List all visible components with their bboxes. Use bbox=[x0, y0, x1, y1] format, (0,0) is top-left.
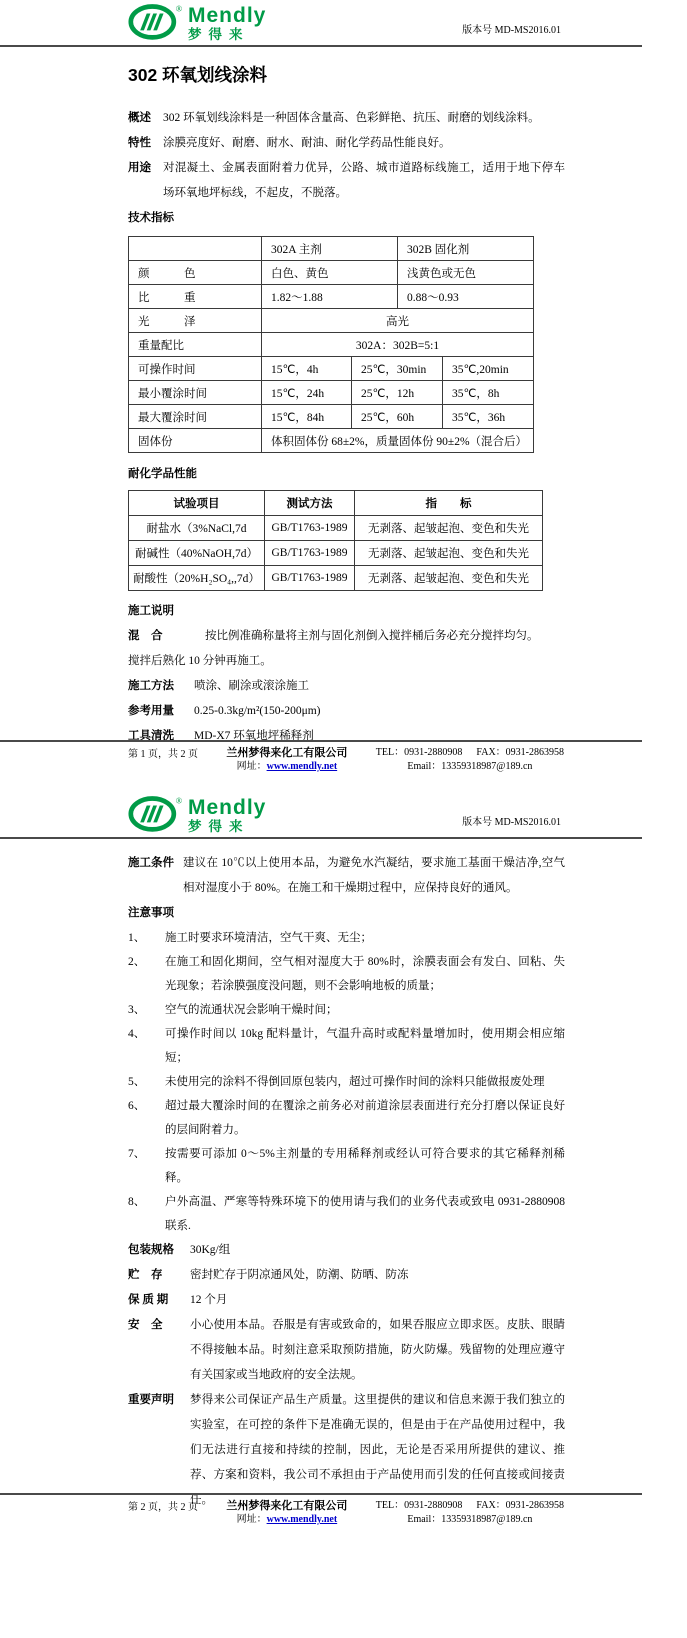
cell-solids-value: 体积固体份 68±2%，质量固体份 90±2%（混合后） bbox=[262, 429, 534, 453]
conditions-text: 建议在 10℃以上使用本品，为避免水汽凝结，要求施工基面干燥洁净,空气相对湿度小于 80%。在施工和干燥期过程中，应保持良好的通风。 bbox=[183, 857, 565, 894]
safety-label: 安 全 bbox=[128, 1319, 163, 1331]
page1-page-number: 第 1 页，共 2 页 bbox=[128, 749, 198, 760]
storage-text: 密封贮存于阴凉通风处，防潮、防晒、防冻 bbox=[190, 1269, 409, 1281]
version-label: 版本号 MD-MS2016.01 bbox=[462, 25, 561, 36]
note-text: 超过最大覆涂时间的在覆涂之前务必对前道涂层表面进行充分打磨以保证良好的层间附着力。 bbox=[165, 1100, 565, 1136]
page1-footer bbox=[0, 740, 642, 777]
chem-row-header bbox=[129, 491, 543, 516]
tech-row-ratio bbox=[129, 333, 534, 357]
page2-footer bbox=[0, 1493, 642, 1530]
cell-max-recoat-25c: 25℃，60h bbox=[352, 405, 443, 429]
note-number: 3、 bbox=[128, 1004, 146, 1016]
statement-label: 重要声明 bbox=[128, 1394, 174, 1406]
note-number: 7、 bbox=[128, 1148, 146, 1160]
registered-mark: ® bbox=[175, 796, 183, 806]
page1-content bbox=[0, 47, 687, 740]
note-item-3 bbox=[128, 998, 565, 1022]
cell-pot-life-35c: 35℃,20min bbox=[443, 357, 534, 381]
mendly-logo bbox=[128, 2, 266, 42]
shelf-life-text: 12 个月 bbox=[190, 1294, 228, 1306]
chem-resistance-title: 耐化学品性能 bbox=[128, 468, 197, 480]
conditions-label: 施工条件 bbox=[128, 857, 174, 869]
tech-row-header bbox=[129, 237, 534, 261]
cell-max-recoat-15c: 15℃，84h bbox=[262, 405, 352, 429]
page1-header bbox=[0, 0, 642, 47]
cell-empty bbox=[129, 237, 262, 261]
cell-alkali-item: 耐碱性（40%NaOH,7d） bbox=[129, 541, 265, 566]
mendly-logo bbox=[128, 794, 266, 834]
fax: FAX：0931-2863958 bbox=[476, 1500, 564, 1511]
cleaning-text: MD-X7 环氧地坪稀释剂 bbox=[194, 730, 314, 740]
construction-title: 施工说明 bbox=[128, 605, 174, 617]
tel: TEL：0931-2880908 bbox=[375, 1500, 463, 1511]
packing-paragraph bbox=[128, 1238, 565, 1263]
note-text: 在施工和固化期间，空气相对湿度大于 80%时，涂膜表面会有发白、回粘、失光现象；若涂膜强度没问题，则不会影响地板的质量； bbox=[165, 956, 565, 992]
mix-label: 混 合 bbox=[128, 630, 163, 642]
email: Email：13359318987@189.cn bbox=[407, 761, 533, 772]
email: Email：13359318987@189.cn bbox=[407, 1514, 533, 1525]
cell-part-a: 302A 主剂 bbox=[262, 237, 398, 261]
overview-text: 302 环氧划线涂料是一种固体含量高、色彩鲜艳、抗压、耐磨的划线涂料。 bbox=[163, 112, 540, 124]
tech-row-color bbox=[129, 261, 534, 285]
mendly-logo-icon bbox=[128, 2, 186, 40]
note-number: 1、 bbox=[128, 932, 146, 944]
brand-name-cn: 梦得来 bbox=[188, 26, 250, 42]
tel-fax-line bbox=[376, 746, 564, 760]
tech-row-solids bbox=[129, 429, 534, 453]
safety-paragraph bbox=[128, 1313, 565, 1388]
cell-solids-label: 固体份 bbox=[129, 429, 262, 453]
note-text: 未使用完的涂料不得倒回原包装内，超过可操作时间的涂料只能做报废处理 bbox=[165, 1076, 545, 1088]
cell-density-label: 比 重 bbox=[129, 285, 262, 309]
tech-row-min-recoat bbox=[129, 381, 534, 405]
brand-name-cn: 梦得来 bbox=[188, 818, 250, 834]
note-number: 8、 bbox=[128, 1196, 146, 1208]
fax: FAX：0931-2863958 bbox=[476, 747, 564, 758]
cell-pot-life-label: 可操作时间 bbox=[129, 357, 262, 381]
note-text: 可操作时间以 10kg 配料量计，气温升高时或配料量增加时，使用期会相应缩短； bbox=[165, 1028, 565, 1064]
dosage-text: 0.25-0.3kg/m²(150-200μm) bbox=[194, 705, 321, 717]
cell-test-method-header: 测试方法 bbox=[265, 491, 355, 516]
cell-acid-item: 耐酸性（20%H₂SO₄,,7d） bbox=[129, 566, 265, 591]
cell-pot-life-25c: 25℃，30min bbox=[352, 357, 443, 381]
storage-paragraph bbox=[128, 1263, 565, 1288]
overview-paragraph bbox=[128, 106, 565, 131]
dosage-label: 参考用量 bbox=[128, 705, 174, 717]
shelf-life-label: 保 质 期 bbox=[128, 1294, 169, 1306]
cell-acid-result: 无剥落、起皱起泡、变色和失光 bbox=[355, 566, 543, 591]
conditions-paragraph bbox=[128, 851, 565, 901]
cell-spec-header: 指 标 bbox=[355, 491, 543, 516]
company-name: 兰州梦得来化工有限公司 bbox=[226, 747, 348, 759]
note-item-6 bbox=[128, 1094, 565, 1142]
mix-text: 按比例准确称量将主剂与固化剂倒入搅拌桶后务必充分搅拌均匀。 bbox=[205, 630, 539, 642]
usage-paragraph bbox=[128, 156, 565, 206]
cell-max-recoat-label: 最大覆涂时间 bbox=[129, 405, 262, 429]
note-text: 户外高温、严寒等特殊环境下的使用请与我们的业务代表或致电 0931-2880908 联系. bbox=[165, 1196, 565, 1232]
company-name: 兰州梦得来化工有限公司 bbox=[226, 1500, 348, 1512]
overview-label: 概述 bbox=[128, 112, 151, 124]
cell-alkali-result: 无剥落、起皱起泡、变色和失光 bbox=[355, 541, 543, 566]
cell-gloss-value: 高光 bbox=[262, 309, 534, 333]
cell-color-label: 颜 色 bbox=[129, 261, 262, 285]
website-label: 网址： bbox=[236, 761, 267, 772]
note-number: 5、 bbox=[128, 1076, 146, 1088]
note-number: 4、 bbox=[128, 1028, 146, 1040]
cell-alkali-method: GB/T1763-1989 bbox=[265, 541, 355, 566]
note-item-1 bbox=[128, 926, 565, 950]
usage-label: 用途 bbox=[128, 162, 151, 174]
chem-row-acid bbox=[129, 566, 543, 591]
page2-content bbox=[0, 839, 687, 1524]
notes-title: 注意事项 bbox=[128, 907, 174, 919]
note-item-8 bbox=[128, 1190, 565, 1238]
note-item-5 bbox=[128, 1070, 565, 1094]
brand-name: Mendly bbox=[188, 795, 267, 819]
cell-ratio-label: 重量配比 bbox=[129, 333, 262, 357]
note-item-2 bbox=[128, 950, 565, 998]
mix-paragraph bbox=[128, 624, 565, 649]
shelf-life-paragraph bbox=[128, 1288, 565, 1313]
mendly-logo-icon bbox=[128, 794, 186, 832]
tech-row-density bbox=[129, 285, 534, 309]
note-item-4 bbox=[128, 1022, 565, 1070]
cell-part-b: 302B 固化剂 bbox=[398, 237, 534, 261]
tech-row-max-recoat bbox=[129, 405, 534, 429]
cell-max-recoat-35c: 35℃，36h bbox=[443, 405, 534, 429]
website-line bbox=[226, 1513, 347, 1527]
cell-density-a: 1.82～1.88 bbox=[262, 285, 398, 309]
note-text: 施工时要求环境清洁，空气干爽、无尘； bbox=[165, 932, 372, 944]
website-link[interactable]: www.mendly.net bbox=[266, 1514, 338, 1525]
cell-acid-method: GB/T1763-1989 bbox=[265, 566, 355, 591]
chem-row-alkali bbox=[129, 541, 543, 566]
method-label: 施工方法 bbox=[128, 680, 174, 692]
cell-salt-result: 无剥落、起皱起泡、变色和失光 bbox=[355, 516, 543, 541]
tech-row-gloss bbox=[129, 309, 534, 333]
packing-text: 30Kg/组 bbox=[190, 1244, 231, 1256]
cell-pot-life-15c: 15℃，4h bbox=[262, 357, 352, 381]
note-number: 2、 bbox=[128, 956, 146, 968]
note-text: 空气的流通状况会影响干燥时间； bbox=[165, 1004, 338, 1016]
method-paragraph bbox=[128, 674, 565, 699]
note-text: 按需要可添加 0～5%主剂量的专用稀释剂或经认可符合要求的其它稀释剂稀释。 bbox=[165, 1148, 565, 1184]
website-line bbox=[226, 760, 347, 774]
tech-specs-title: 技术指标 bbox=[128, 212, 174, 224]
method-text: 喷涂、刷涂或滚涂施工 bbox=[194, 680, 309, 692]
cell-ratio-value: 302A：302B=5:1 bbox=[262, 333, 534, 357]
website-label: 网址： bbox=[236, 1514, 267, 1525]
page2-header bbox=[0, 777, 642, 839]
cell-salt-method: GB/T1763-1989 bbox=[265, 516, 355, 541]
dosage-paragraph bbox=[128, 699, 565, 724]
cell-density-b: 0.88～0.93 bbox=[398, 285, 534, 309]
cell-test-item-header: 试验项目 bbox=[129, 491, 265, 516]
cell-min-recoat-15c: 15℃，24h bbox=[262, 381, 352, 405]
cell-gloss-label: 光 泽 bbox=[129, 309, 262, 333]
storage-label: 贮 存 bbox=[128, 1269, 163, 1281]
safety-text: 小心使用本品。吞服是有害或致命的，如果吞服应立即求医。皮肤、眼睛不得接触本品。时刻注意采取预防措施，防火防爆。残留物的处理应遵守有关国家或当地政府的安全法规。 bbox=[190, 1319, 565, 1381]
feature-text: 涂膜亮度好、耐磨、耐水、耐油、耐化学药品性能良好。 bbox=[163, 137, 451, 149]
feature-paragraph bbox=[128, 131, 565, 156]
cleaning-label: 工具清洗 bbox=[128, 730, 174, 740]
version-label: 版本号 MD-MS2016.01 bbox=[462, 817, 561, 828]
page2-page-number: 第 2 页，共 2 页 bbox=[128, 1502, 198, 1513]
cell-min-recoat-35c: 35℃，8h bbox=[443, 381, 534, 405]
tel-fax-line bbox=[376, 1499, 564, 1513]
brand-name: Mendly bbox=[188, 3, 267, 27]
cell-min-recoat-25c: 25℃，12h bbox=[352, 381, 443, 405]
note-number: 6、 bbox=[128, 1100, 146, 1112]
tech-specs-table bbox=[128, 236, 534, 453]
cell-color-a: 白色、黄色 bbox=[262, 261, 398, 285]
page-title: 302 环氧划线涂料 bbox=[128, 65, 268, 85]
feature-label: 特性 bbox=[128, 137, 151, 149]
packing-label: 包装规格 bbox=[128, 1244, 174, 1256]
note-item-7 bbox=[128, 1142, 565, 1190]
cell-min-recoat-label: 最小覆涂时间 bbox=[129, 381, 262, 405]
website-link[interactable]: www.mendly.net bbox=[266, 761, 338, 772]
statement-text: 梦得来公司保证产品生产质量。这里提供的建议和信息来源于我们独立的实验室，在可控的条件下是准确无误的，但是由于在产品使用过程中，我们无法进行直接和持续的控制，因此，无论是否采用所提供的建议、推荐、方案和资料，我公司不承担由于产品使用而引发的任何直接或间接责任。 bbox=[190, 1394, 565, 1506]
mix-text-2: 搅拌后熟化 10 分钟再施工。 bbox=[128, 655, 272, 667]
registered-mark: ® bbox=[175, 4, 183, 14]
cell-color-b: 浅黄色或无色 bbox=[398, 261, 534, 285]
chem-resistance-table bbox=[128, 490, 543, 591]
cleaning-paragraph bbox=[128, 724, 565, 740]
usage-text: 对混凝土、金属表面附着力优异，公路、城市道路标线施工，适用于地下停车场环氧地坪标线，不起皮，不脱落。 bbox=[163, 162, 565, 199]
chem-row-salt bbox=[129, 516, 543, 541]
tech-row-pot-life bbox=[129, 357, 534, 381]
tel: TEL：0931-2880908 bbox=[375, 747, 463, 758]
cell-salt-item: 耐盐水（3%NaCl,7d bbox=[129, 516, 265, 541]
